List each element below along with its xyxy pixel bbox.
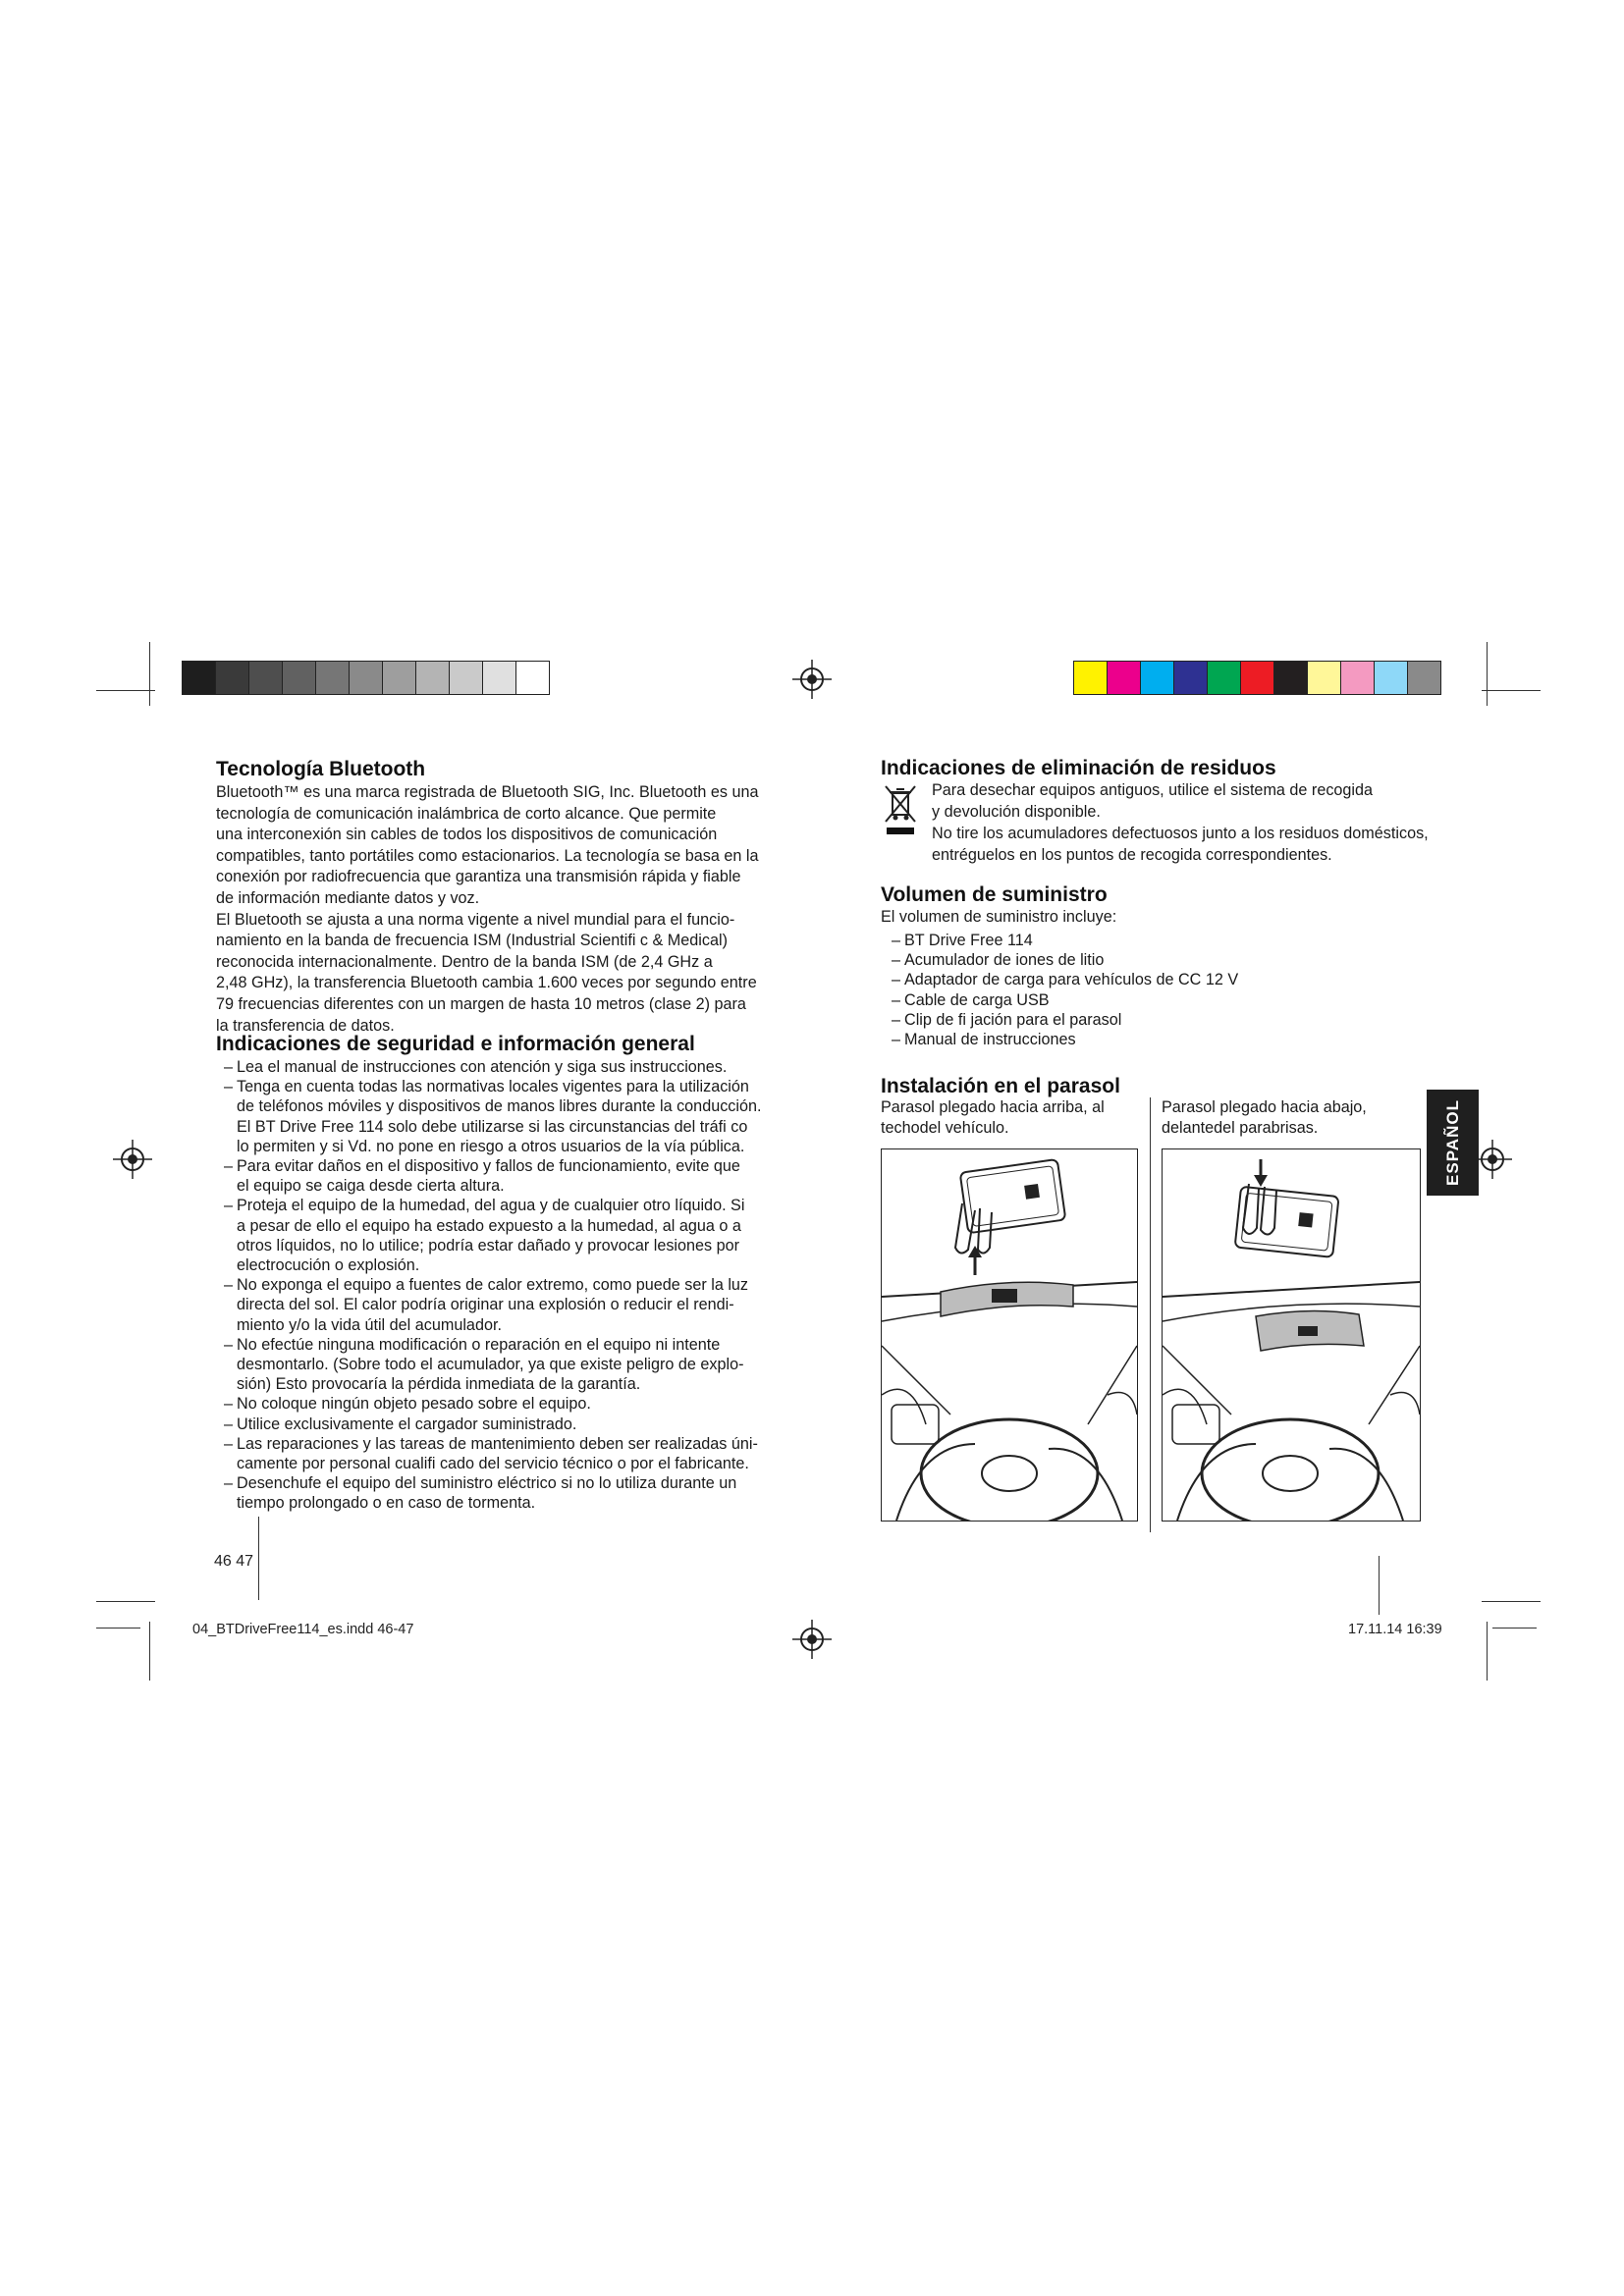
safety-item: – Utilice exclusivamente el cargador suministrado. bbox=[224, 1415, 577, 1433]
color-swatch bbox=[1375, 662, 1408, 694]
gray-swatch bbox=[516, 662, 549, 694]
color-swatch bbox=[1208, 662, 1241, 694]
crop-mark bbox=[1482, 1601, 1541, 1602]
safety-item-line: sión) Esto provocaría la pérdida inmediata de la garantía. bbox=[237, 1375, 641, 1394]
crop-mark bbox=[1487, 1622, 1488, 1681]
text-line: del parabrisas. bbox=[1214, 1118, 1319, 1137]
crop-mark bbox=[1379, 1556, 1380, 1615]
text-line: y devolución disponible. bbox=[932, 802, 1101, 821]
file-slug: 04_BTDriveFree114_es.indd 46-47 bbox=[192, 1622, 414, 1637]
crop-mark bbox=[1482, 690, 1541, 691]
text-line: El Bluetooth se ajusta a una norma vigente a nivel mundial para el funcio- bbox=[216, 910, 735, 929]
gray-swatch bbox=[316, 662, 350, 694]
text-line: reconocida internacionalmente. Dentro de la banda ISM (de 2,4 GHz a bbox=[216, 952, 713, 971]
safety-item-line: otros líquidos, no lo utilice; podría estar dañado y provocar lesiones por bbox=[237, 1236, 740, 1255]
safety-item-line: Lea el manual de instrucciones con atención y siga sus instrucciones. bbox=[237, 1058, 728, 1076]
disposal-text-2 bbox=[932, 824, 1429, 866]
safety-item-line: Las reparaciones y las tareas de mantenimiento deben ser realizadas úni- bbox=[237, 1434, 758, 1453]
text-line: de información mediante datos y voz. bbox=[216, 888, 480, 907]
disposal-heading: Indicaciones de eliminación de residuos bbox=[881, 757, 1276, 779]
safety-item-line: electrocución o explosión. bbox=[237, 1256, 420, 1275]
safety-item: – Tenga en cuenta todas las normativas locales vigentes para la utilización de teléfonos móviles y dispositivos de manos libres durante la conducción. El BT Drive Free 114 solo debe utilizarse si las circunstancias del tráfi co lo permiten y si Vd. no pone en riesgo a otros usuarios de la vía pública. bbox=[224, 1078, 762, 1155]
safety-item: – Proteja el equipo de la humedad, del agua y de cualquier otro líquido. Si a pesar de ello el equipo ha estado expuesto a la humedad, al agua o a otros líquidos, no lo utilice; podría estar dañado y provocar lesiones por electrocución o explosión. bbox=[224, 1196, 759, 1275]
safety-item-line: a pesar de ello el equipo ha estado expuesto a la humedad, al agua o a bbox=[237, 1216, 741, 1235]
text-line: tecnología de comunicación inalámbrica de corto alcance. Que permite bbox=[216, 804, 717, 823]
install-figure-visor-down bbox=[1162, 1148, 1421, 1522]
install-figure-visor-up bbox=[881, 1148, 1138, 1522]
gray-swatch bbox=[249, 662, 283, 694]
crop-mark bbox=[96, 1601, 155, 1602]
gray-color-bar bbox=[182, 661, 550, 695]
safety-item-line: Desenchufe el equipo del suministro eléctrico si no lo utiliza durante un bbox=[237, 1474, 737, 1493]
supply-item: – BT Drive Free 114 bbox=[892, 932, 1033, 949]
color-swatch bbox=[1241, 662, 1274, 694]
process-color-bar bbox=[1073, 661, 1441, 695]
safety-item-line: No efectúe ninguna modificación o reparación en el equipo ni intente bbox=[237, 1335, 721, 1354]
supply-item: – Adaptador de carga para vehículos de CC 12 V bbox=[892, 971, 1239, 989]
safety-item: – Lea el manual de instrucciones con atención y siga sus instrucciones. bbox=[224, 1058, 728, 1076]
install-caption-left bbox=[881, 1097, 1151, 1138]
safety-item: – Para evitar daños en el dispositivo y fallos de funcionamiento, evite que el equipo se caiga desde cierta altura. bbox=[224, 1156, 759, 1196]
text-line: conexión por radiofrecuencia que garantiza una transmisión rápida y fiable bbox=[216, 868, 741, 886]
crop-mark bbox=[1492, 1628, 1537, 1629]
column-divider bbox=[1150, 1097, 1151, 1532]
install-caption-right bbox=[1162, 1097, 1432, 1138]
crop-mark bbox=[1487, 642, 1488, 706]
color-swatch bbox=[1141, 662, 1174, 694]
registration-mark-icon bbox=[792, 660, 832, 699]
safety-item-line: Para evitar daños en el dispositivo y fallos de funcionamiento, evite que bbox=[237, 1157, 740, 1176]
text-line: 79 frecuencias diferentes con un margen de hasta 10 metros (clase 2) para bbox=[216, 994, 746, 1013]
install-heading: Instalación en el parasol bbox=[881, 1075, 1120, 1097]
supply-item: – Acumulador de iones de litio bbox=[892, 951, 1105, 970]
gray-swatch bbox=[350, 662, 383, 694]
safety-item-line: el equipo se caiga desde cierta altura. bbox=[237, 1177, 505, 1196]
disposal-text-1 bbox=[932, 780, 1421, 823]
safety-item-line: No exponga el equipo a fuentes de calor extremo, como puede ser la luz bbox=[237, 1276, 749, 1295]
safety-item-line: Tenga en cuenta todas las normativas locales vigentes para la utilización bbox=[237, 1078, 749, 1096]
safety-item: – No efectúe ninguna modificación o reparación en el equipo ni intente desmontarlo. (Sobre todo el acumulador, ya que existe peligro de explo- sión) Esto provocaría la pérdida inmediata de la garantía. bbox=[224, 1335, 759, 1395]
supply-heading: Volumen de suministro bbox=[881, 883, 1108, 906]
registration-mark-icon bbox=[1473, 1140, 1512, 1179]
color-swatch bbox=[1074, 662, 1108, 694]
supply-intro: El volumen de suministro incluye: bbox=[881, 908, 1117, 926]
crop-mark bbox=[96, 690, 155, 691]
color-swatch bbox=[1108, 662, 1141, 694]
color-swatch bbox=[1341, 662, 1375, 694]
safety-item-line: El BT Drive Free 114 solo debe utilizarse si las circunstancias del tráfi co bbox=[237, 1117, 748, 1136]
gray-swatch bbox=[383, 662, 416, 694]
safety-item-line: desmontarlo. (Sobre todo el acumulador, ya que existe peligro de explo- bbox=[237, 1356, 744, 1374]
crop-mark bbox=[258, 1517, 259, 1600]
text-line: compatibles, tanto portátiles como estacionarios. La tecnología se basa en la bbox=[216, 846, 759, 865]
text-line: namiento en la banda de frecuencia ISM (Industrial Scientifi c & Medical) bbox=[216, 932, 728, 950]
bluetooth-text bbox=[216, 782, 759, 1037]
supply-item: – Manual de instrucciones bbox=[892, 1031, 1076, 1049]
color-swatch bbox=[1274, 662, 1308, 694]
gray-swatch bbox=[216, 662, 249, 694]
gray-swatch bbox=[283, 662, 316, 694]
supply-item: – Clip de fi jación para el parasol bbox=[892, 1010, 1122, 1029]
bluetooth-heading: Tecnología Bluetooth bbox=[216, 758, 426, 780]
crop-mark bbox=[149, 1622, 150, 1681]
supply-item: – Cable de carga USB bbox=[892, 990, 1050, 1009]
supply-list bbox=[892, 931, 1304, 1049]
text-line: No tire los acumuladores defectuosos junto a los residuos domésticos, bbox=[932, 825, 1429, 842]
safety-item-line: tiempo prolongado o en caso de tormenta. bbox=[237, 1494, 536, 1513]
text-line: Parasol plegado hacia arriba, al techo bbox=[881, 1098, 1105, 1137]
text-line: del vehículo. bbox=[919, 1118, 1009, 1137]
safety-item-line: No coloque ningún objeto pesado sobre el equipo. bbox=[237, 1395, 591, 1414]
color-swatch bbox=[1308, 662, 1341, 694]
text-line: Para desechar equipos antiguos, utilice el sistema de recogida bbox=[932, 781, 1374, 799]
text-line: entréguelos en los puntos de recogida correspondientes. bbox=[932, 845, 1332, 864]
registration-mark-icon bbox=[792, 1620, 832, 1659]
safety-item-line: de teléfonos móviles y dispositivos de manos libres durante la conducción. bbox=[237, 1097, 762, 1116]
color-swatch bbox=[1174, 662, 1208, 694]
safety-item-line: directa del sol. El calor podría originar una explosión o reducir el rendi- bbox=[237, 1296, 734, 1314]
safety-item-line: miento y/o la vida útil del acumulador. bbox=[237, 1315, 502, 1334]
page-numbers: 46 47 bbox=[214, 1553, 254, 1570]
crossed-out-bin-icon bbox=[884, 783, 917, 842]
safety-item-line: Utilice exclusivamente el cargador suministrado. bbox=[237, 1415, 577, 1433]
gray-swatch bbox=[450, 662, 483, 694]
text-line: la transferencia de datos. bbox=[216, 1016, 395, 1035]
text-line: Bluetooth™ es una marca registrada de Bluetooth SIG, Inc. Bluetooth es una bbox=[216, 783, 759, 801]
language-tab: ESPAÑOL bbox=[1427, 1090, 1479, 1196]
safety-item: – No exponga el equipo a fuentes de calor extremo, como puede ser la luz directa del sol. El calor podría originar una explosión o reducir el rendi- miento y/o la vida útil del acumulador. bbox=[224, 1275, 759, 1335]
gray-swatch bbox=[483, 662, 516, 694]
safety-item: – Las reparaciones y las tareas de mantenimiento deben ser realizadas úni- camente por personal cualifi cado del servicio técnico o por el fabricante. bbox=[224, 1434, 758, 1473]
print-timestamp: 17.11.14 16:39 bbox=[1348, 1622, 1442, 1637]
color-swatch bbox=[1408, 662, 1440, 694]
crop-mark bbox=[149, 642, 150, 706]
safety-item: – Desenchufe el equipo del suministro eléctrico si no lo utiliza durante un tiempo prolongado o en caso de tormenta. bbox=[224, 1473, 759, 1513]
safety-item-line: Proteja el equipo de la humedad, del agua y de cualquier otro líquido. Si bbox=[237, 1197, 745, 1215]
registration-mark-icon bbox=[113, 1140, 152, 1179]
safety-heading: Indicaciones de seguridad e información general bbox=[216, 1033, 695, 1055]
gray-swatch bbox=[183, 662, 216, 694]
text-line: 2,48 GHz), la transferencia Bluetooth cambia 1.600 veces por segundo entre bbox=[216, 974, 757, 992]
crop-mark bbox=[96, 1628, 140, 1629]
gray-swatch bbox=[416, 662, 450, 694]
text-line: una interconexión sin cables de todos los dispositivos de comunicación bbox=[216, 826, 718, 844]
safety-item: – No coloque ningún objeto pesado sobre el equipo. bbox=[224, 1395, 591, 1414]
text-line: Parasol plegado hacia abajo, delante bbox=[1162, 1098, 1367, 1137]
safety-item-line: camente por personal cualifi cado del servicio técnico o por el fabricante. bbox=[237, 1455, 749, 1473]
safety-list bbox=[224, 1057, 762, 1514]
safety-item-line: lo permiten y si Vd. no pone en riesgo a otros usuarios de la vía pública. bbox=[237, 1137, 745, 1155]
